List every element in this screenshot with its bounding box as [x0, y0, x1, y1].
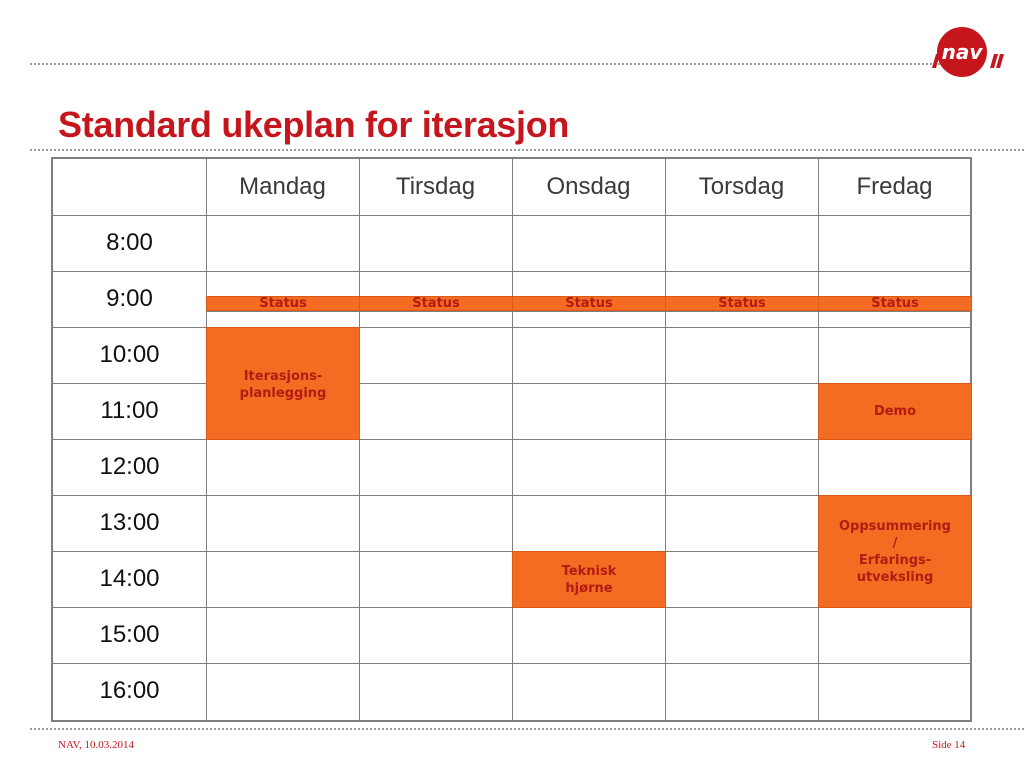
day-header-onsdag: Onsdag — [546, 173, 631, 200]
event-status-tirsdag: Status — [359, 296, 513, 311]
day-header-fredag: Fredag — [856, 173, 933, 200]
day-header-torsdag: Torsdag — [698, 173, 785, 200]
event-demo: Demo — [818, 383, 972, 440]
time-label: 8:00 — [106, 229, 153, 256]
footer-date: NAV, 10.03.2014 — [58, 739, 134, 751]
page-title: Standard ukeplan for iterasjon — [58, 104, 570, 145]
event-iterasjonsplanlegging: Iterasjons- planlegging — [206, 327, 360, 440]
time-label: 9:00 — [106, 285, 153, 312]
event-status-onsdag: Status — [512, 296, 666, 311]
time-label: 14:00 — [99, 565, 160, 592]
time-label: 16:00 — [99, 677, 160, 704]
time-label: 13:00 — [99, 509, 160, 536]
event-status-torsdag: Status — [665, 296, 819, 311]
top-dotted-divider — [30, 63, 960, 65]
time-label: 11:00 — [100, 397, 159, 424]
footer-page-number: Side 14 — [932, 739, 966, 751]
event-teknisk-hjorne: Teknisk hjørne — [512, 551, 666, 608]
event-status-fredag: Status — [818, 296, 972, 311]
nav-logo-icon — [932, 24, 1012, 80]
bottom-dotted-divider — [30, 728, 1024, 730]
title-dotted-divider — [30, 149, 1024, 151]
event-oppsummering-erfaringsutveksling: Oppsummering / Erfarings- utveksling — [818, 495, 972, 608]
time-label: 12:00 — [99, 453, 160, 480]
time-label: 15:00 — [99, 621, 160, 648]
event-status-mandag: Status — [206, 296, 360, 311]
day-header-tirsdag: Tirsdag — [395, 173, 476, 200]
time-label: 10:00 — [99, 341, 160, 368]
status-row-line — [206, 311, 970, 312]
day-header-mandag: Mandag — [239, 173, 326, 200]
week-schedule-grid — [51, 157, 972, 722]
logo-text: nav — [941, 40, 983, 64]
